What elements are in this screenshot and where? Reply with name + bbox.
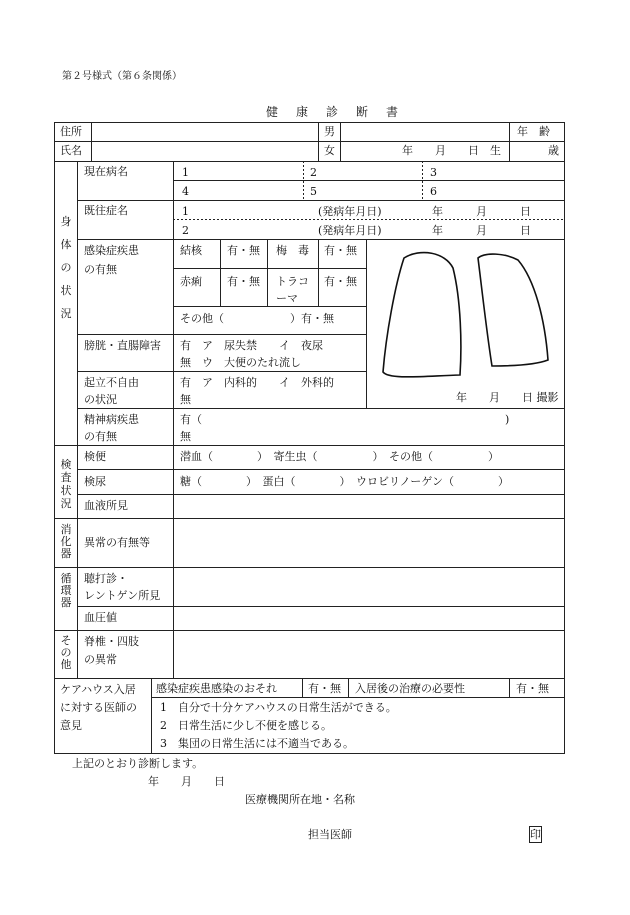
- section-exam: 検査状況: [60, 458, 72, 510]
- trachoma-yes-no: 有・無: [324, 275, 357, 288]
- treatment-need-label: 入居後の治療の必要性: [355, 682, 465, 695]
- current-disease-1: 1: [182, 166, 189, 179]
- section-body-status: 身体の状況: [60, 215, 72, 320]
- blood-label: 血液所見: [84, 499, 128, 512]
- spine-limbs-label-2: の異常: [84, 653, 117, 666]
- infectious-other: その他（ ）有・無: [180, 312, 334, 325]
- dysentery-yes-no: 有・無: [227, 275, 260, 288]
- diagnosis-statement: 上記のとおり診断します。: [72, 757, 204, 770]
- right-lung-outline: [383, 253, 461, 377]
- trachoma-label-1: トラコ: [276, 275, 309, 288]
- section-other: その他: [60, 634, 72, 671]
- auscultation-label-1: 聴打診・: [84, 572, 128, 585]
- mental-close-paren: ): [505, 413, 510, 426]
- past-disease-1-onset: (発病年月日): [318, 205, 382, 218]
- infectious-label-1: 感染症疾患: [84, 244, 139, 257]
- past-disease-2-onset: (発病年月日): [318, 224, 382, 237]
- female-label: 女: [324, 144, 335, 157]
- document-title: 健 康 診 断 書: [266, 105, 402, 119]
- past-disease-2: 2: [182, 224, 189, 237]
- spine-limbs-label-1: 脊椎・四肢: [84, 635, 139, 648]
- tb-label: 結核: [180, 244, 202, 257]
- urine-value: 糖（ ） 蛋白（ ） ウロビリノーゲン（ ）: [180, 475, 510, 488]
- dysentery-label: 赤痢: [180, 275, 202, 288]
- past-disease-1-date: 年 月 日: [432, 205, 531, 218]
- standing-label-1: 起立不自由: [84, 376, 139, 389]
- infectious-label-2: の有無: [84, 263, 117, 276]
- institution-label: 医療機関所在地・名称: [245, 793, 355, 806]
- trachoma-label-2: ーマ: [276, 292, 298, 305]
- bladder-label: 膀胱・直腸障害: [84, 339, 161, 352]
- infection-risk-label: 感染症疾患感染のおそれ: [156, 682, 277, 695]
- doctor-label: 担当医師: [308, 828, 352, 841]
- syphilis-label: 梅 毒: [276, 244, 309, 257]
- current-disease-5: 5: [310, 185, 317, 198]
- male-label: 男: [324, 125, 335, 138]
- left-lung-outline: [478, 254, 548, 366]
- age-unit: 歳: [548, 144, 559, 157]
- standing-label-2: の状況: [84, 393, 117, 406]
- mental-label-2: の有無: [84, 430, 117, 443]
- opinion-label-2: に対する医師の: [60, 701, 137, 714]
- section-circulatory: 循環器: [60, 572, 72, 609]
- syphilis-yes-no: 有・無: [324, 244, 357, 257]
- bladder-line-2: 無 ウ 大便のたれ流し: [180, 356, 301, 369]
- mental-label-1: 精神病疾患: [84, 413, 139, 426]
- stool-value: 潜血（ ） 寄生虫（ ） その他（ ）: [180, 450, 499, 463]
- blood-pressure-label: 血圧値: [84, 611, 117, 624]
- name-label: 氏名: [60, 144, 82, 157]
- tb-yes-no: 有・無: [227, 244, 260, 257]
- past-disease-label: 既往症名: [84, 204, 128, 217]
- lung-diagram: [383, 253, 548, 377]
- opinion-item-1: 1 自分で十分ケアハウスの日常生活ができる。: [160, 701, 397, 714]
- standing-line-1: 有 ア 内科的 イ 外科的: [180, 376, 334, 389]
- current-disease-4: 4: [182, 185, 189, 198]
- standing-line-2: 無: [180, 393, 191, 406]
- address-label: 住所: [60, 125, 82, 138]
- infection-risk-yes-no: 有・無: [308, 682, 341, 695]
- current-disease-label: 現在病名: [84, 165, 128, 178]
- auscultation-label-2: レントゲン所見: [84, 589, 161, 602]
- current-disease-2: 2: [310, 166, 317, 179]
- opinion-label-1: ケアハウス入居: [60, 683, 136, 696]
- current-disease-3: 3: [430, 166, 437, 179]
- section-digestive: 消化器: [60, 523, 72, 560]
- birth-date: 年 月 日 生: [402, 144, 501, 157]
- opinion-label-3: 意見: [60, 719, 82, 732]
- form-number: 第２号様式（第６条関係）: [62, 71, 182, 82]
- diagnosis-date: 年 月 日: [148, 775, 225, 788]
- stool-label: 検便: [84, 450, 106, 463]
- bladder-line-1: 有 ア 尿失禁 イ 夜尿: [180, 339, 323, 352]
- seal-mark: 印: [530, 828, 541, 841]
- past-disease-2-date: 年 月 日: [432, 224, 531, 237]
- treatment-need-yes-no: 有・無: [516, 682, 549, 695]
- mental-line-2: 無: [180, 430, 191, 443]
- age-label: 年 齢: [517, 125, 550, 138]
- digestive-label: 異常の有無等: [84, 536, 150, 549]
- past-disease-1: 1: [182, 205, 189, 218]
- opinion-item-2: 2 日常生活に少し不便を感じる。: [160, 719, 332, 732]
- opinion-item-3: 3 集団の日常生活には不適当である。: [160, 737, 354, 750]
- current-disease-6: 6: [430, 185, 437, 198]
- xray-date: 年 月 日 撮影: [456, 391, 559, 404]
- mental-line-1: 有（: [180, 413, 202, 426]
- urine-label: 検尿: [84, 475, 106, 488]
